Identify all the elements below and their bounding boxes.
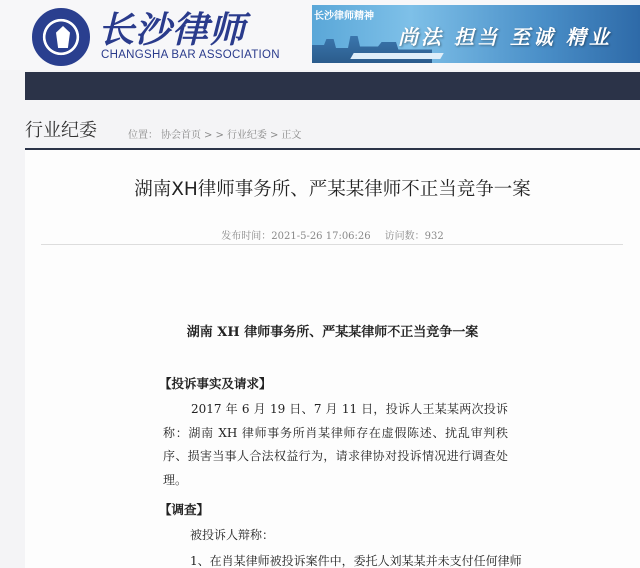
document-title: 湖南 XH 律师事务所、严某某律师不正当竞争一案 bbox=[186, 325, 479, 340]
article-meta bbox=[25, 227, 640, 242]
bridge-image bbox=[350, 53, 443, 59]
article-title: 湖南XH律师事务所、严某某律师不正当竞争一案 bbox=[134, 179, 531, 200]
breadcrumb-category-link[interactable]: 行业纪委 bbox=[226, 130, 267, 141]
investigation-line: 被投诉人辩称： bbox=[190, 528, 275, 542]
spirit-banner bbox=[312, 5, 640, 63]
views-label: 访问数： bbox=[384, 231, 425, 242]
section-title: 行业纪委 bbox=[25, 120, 97, 141]
views-value: 932 bbox=[424, 231, 444, 242]
breadcrumb-separator: > > bbox=[204, 130, 224, 141]
breadcrumb-home-link[interactable]: 协会首页 bbox=[161, 130, 201, 141]
breadcrumb-separator: > bbox=[269, 130, 279, 141]
banner-tag: 长沙律师精神 bbox=[314, 11, 374, 22]
site-header bbox=[0, 0, 640, 70]
main-nav-bar bbox=[25, 72, 640, 100]
breadcrumb-current: 正文 bbox=[281, 130, 302, 141]
investigation-line: 1、在肖某律师被投诉案件中，委托人刘某某并未支付任何律师 bbox=[190, 554, 522, 568]
investigation-heading: 【调查】 bbox=[159, 502, 210, 517]
logo-english-text[interactable]: CHANGSHA BAR ASSOCIATION bbox=[101, 49, 280, 61]
facts-heading: 【投诉事实及请求】 bbox=[159, 376, 272, 391]
logo-chinese-text[interactable]: 长沙律师 bbox=[98, 9, 247, 51]
article-panel bbox=[25, 150, 640, 568]
association-emblem-icon[interactable] bbox=[32, 8, 90, 66]
published-value: 2021-5-26 17:06:26 bbox=[271, 231, 371, 242]
breadcrumb bbox=[128, 126, 304, 141]
published-label: 发布时间： bbox=[221, 231, 272, 242]
breadcrumb-prefix: 位置： bbox=[128, 130, 158, 141]
meta-divider bbox=[41, 244, 623, 245]
banner-slogan: 尚法 担当 至诚 精业 bbox=[398, 25, 612, 49]
facts-paragraph: 2017 年 6 月 19 日、7 月 11 日，投诉人王某某两次投诉称：湖南 XH 律师事务所肖某律师存在虚假陈述、扰乱审判秩序、损害当事人合法权益行为，请求律协对投诉情况进行调查处理。 bbox=[163, 402, 508, 487]
